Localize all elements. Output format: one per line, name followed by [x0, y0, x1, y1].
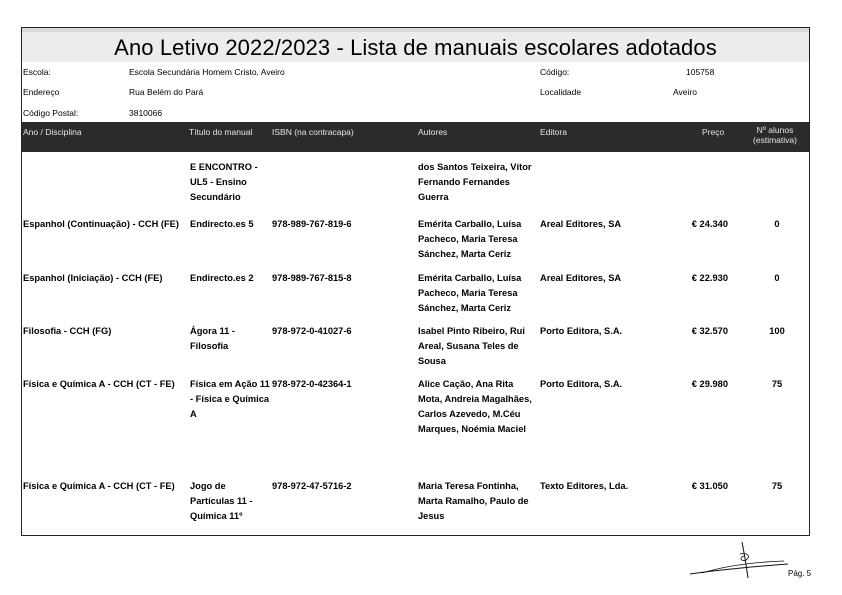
- page-title: Ano Letivo 2022/2023 - Lista de manuais escolares adotados: [114, 35, 717, 60]
- codigo-value: 105758: [686, 67, 715, 77]
- cell-disciplina: Espanhol (Iniciação) - CCH (FE): [23, 273, 163, 283]
- codigo-label: Código:: [540, 67, 570, 77]
- header-autores: Autores: [418, 127, 448, 137]
- cell-titulo: Jogo de Partículas 11 - Química 11º: [190, 481, 253, 521]
- header-disciplina: Ano / Disciplina: [23, 127, 82, 137]
- cell-isbn: 978-972-0-41027-6: [272, 326, 352, 336]
- cell-disciplina: Espanhol (Continuação) - CCH (FE): [23, 219, 179, 229]
- header-isbn: ISBN (na contracapa): [272, 127, 354, 137]
- cell-titulo: E ENCONTRO - UL5 - Ensino Secundário: [190, 162, 258, 202]
- cell-titulo: Endirecto.es 2: [190, 273, 254, 283]
- page-number: Pág. 5: [788, 569, 812, 578]
- cell-isbn: 978-989-767-815-8: [272, 273, 352, 283]
- header-alunos-line1: Nº alunos: [756, 125, 794, 135]
- cell-editora: Porto Editora, S.A.: [540, 379, 623, 389]
- escola-value: Escola Secundária Homem Cristo, Aveiro: [129, 67, 285, 77]
- cell-isbn: 978-989-767-819-6: [272, 219, 352, 229]
- cell-alunos: 75: [771, 379, 783, 389]
- cell-preco: € 32.570: [691, 326, 728, 336]
- cell-autores: Isabel Pinto Ribeiro, Rui Areal, Susana Teles de Sousa: [418, 326, 525, 366]
- title-bar: [22, 28, 809, 62]
- cell-editora: Porto Editora, S.A.: [540, 326, 623, 336]
- localidade-label: Localidade: [540, 87, 582, 97]
- cell-autores: Alice Cação, Ana Rita Mota, Andreia Magalhães, Carlos Azevedo, M.Céu Marques, Noémia Maciel: [418, 379, 532, 434]
- header-editora: Editora: [540, 127, 567, 137]
- cell-editora: Areal Editores, SA: [540, 273, 622, 283]
- header-alunos: [740, 125, 810, 145]
- signature: [688, 540, 798, 580]
- cell-alunos: 100: [769, 326, 785, 336]
- cell-preco: € 22.930: [691, 273, 728, 283]
- localidade-value: Aveiro: [673, 87, 697, 97]
- header-titulo: Título do manual: [189, 127, 253, 137]
- cell-disciplina: Filosofia - CCH (FG): [23, 326, 112, 336]
- cell-disciplina: Física e Química A - CCH (CT - FE): [23, 481, 175, 491]
- cell-autores: Emérita Carballo, Luísa Pacheco, Maria Teresa Sánchez, Marta Ceriz: [418, 273, 522, 313]
- cell-autores: Maria Teresa Fontinha, Marta Ramalho, Paulo de Jesus: [418, 481, 529, 521]
- table-header: [22, 122, 809, 152]
- escola-label: Escola:: [23, 67, 51, 77]
- cell-preco: € 24.340: [691, 219, 728, 229]
- cell-titulo: Ágora 11 - Filosofia: [190, 326, 235, 351]
- endereco-value: Rua Belém do Pará: [129, 87, 204, 97]
- cell-titulo: Física em Ação 11 - Física e Química A: [190, 379, 270, 419]
- cell-preco: € 31.050: [691, 481, 728, 491]
- cell-titulo: Endirecto.es 5: [190, 219, 254, 229]
- cell-alunos: 75: [771, 481, 783, 491]
- cell-isbn: 978-972-47-5716-2: [272, 481, 352, 491]
- cell-isbn: 978-972-0-42364-1: [272, 379, 352, 389]
- cell-alunos: 0: [774, 219, 780, 229]
- codpostal-label: Código Postal:: [23, 108, 79, 118]
- endereco-label: Endereço: [23, 87, 60, 97]
- cell-editora: Areal Editores, SA: [540, 219, 622, 229]
- cell-preco: € 29.980: [691, 379, 728, 389]
- cell-autores: dos Santos Teixeira, Vítor Fernando Fernandes Guerra: [418, 162, 532, 202]
- header-preco: Preço: [702, 127, 725, 137]
- codpostal-value: 3810066: [129, 108, 163, 118]
- cell-editora: Texto Editores, Lda.: [540, 481, 629, 491]
- header-alunos-line2: (estimativa): [753, 135, 797, 145]
- cell-disciplina: Física e Química A - CCH (CT - FE): [23, 379, 175, 389]
- cell-autores: Emérita Carballo, Luísa Pacheco, Maria Teresa Sánchez, Marta Ceriz: [418, 219, 522, 259]
- cell-alunos: 0: [774, 273, 780, 283]
- document-frame: [21, 27, 810, 536]
